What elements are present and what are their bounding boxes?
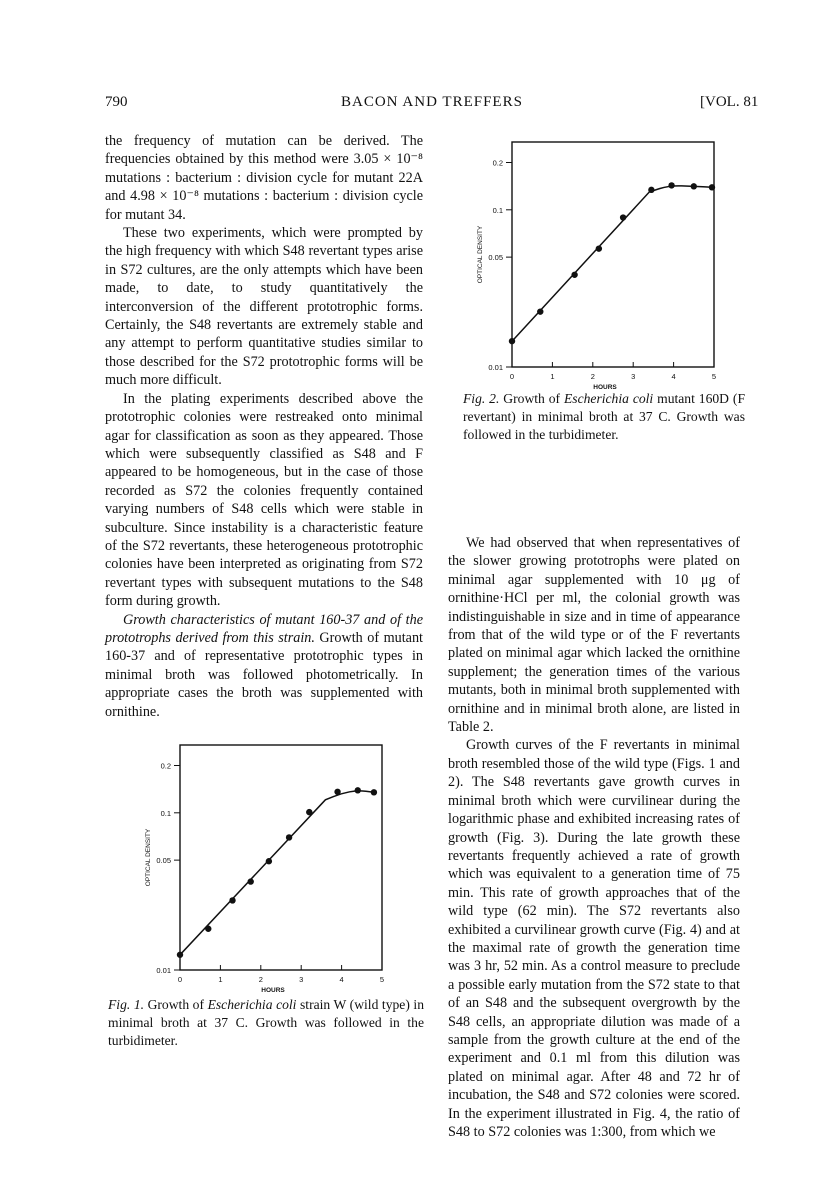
caption-text: mutant 160D (F revertant) in minimal broth at 37 C. Growth was followed in the turbidimeter. <box>463 391 745 442</box>
paragraph <box>105 611 423 721</box>
y-tick-label: 0.1 <box>160 808 171 818</box>
y-tick-label: 0.2 <box>160 761 171 771</box>
data-point <box>248 878 254 884</box>
paragraph: Growth curves of the F revertants in minimal broth resembled those of the wild type (Figs. 1 and 2). The S48 revertants gave growth curves in minimal broth which were curvilinear during the logarithmic phase and exhibited increasing rates of growth (Fig. 3). During the late growth these revertants frequently achieved a rate of growth which was equivalent to a generation time of 75 min. This rate of growth approaches that of the wild type (62 min). The S72 revertants also exhibited a curvilinear growth curve (Fig. 4) and at the maximal rate of growth the generation time was 3 hr, 52 min. As a control measure to preclude a possible early mutation from the S72 state to that of an S48 and the subsequent overgrowth by the S48 cells, an appropriate dilution was made of a sample from the growth culture at the end of the experiment and 0.1 ml from this dilution was plated on minimal agar. After 48 and 72 hr of incubation, the S48 and S72 colonies were scored. In the experiment illustrated in Fig. 4, the ratio of S48 to S72 colonies was 1:300, from which we <box>448 737 740 1140</box>
y-axis-label: OPTICAL DENSITY <box>145 828 152 887</box>
data-point <box>371 789 377 795</box>
y-tick-label: 0.1 <box>492 205 503 215</box>
data-point <box>334 789 340 795</box>
page-number: 790 <box>105 94 128 110</box>
figure-1 <box>120 735 420 995</box>
paragraph: In the plating experiments described above the prototrophic colonies were restreaked onto minimal agar for classification as soon as they appeared. Those which were subsequently classified as S48 and F appeared to be homogeneous, but in the case of those recorded as S72 the colonies frequently contained varying numbers of S48 cells which were stable in subculture. Since instability is a characteristic feature of the S72 revertants, these heterogeneous prototrophic colonies have been interpreted as originating from S72 revertant types with subsequent mutations to the S48 form during growth. <box>105 390 423 610</box>
x-tick-label: 4 <box>671 372 676 381</box>
plot-frame <box>180 745 382 970</box>
y-tick-label: 0.2 <box>492 158 503 168</box>
x-tick-label: 0 <box>177 975 183 984</box>
data-point <box>286 834 292 840</box>
figure-2-label: Fig. 2. <box>463 391 500 406</box>
figure-2-caption <box>463 390 745 444</box>
paragraph-body: Growth of mutant 160-37 and of representative prototrophic types in minimal broth was followed photometrically. In appropriate cases the broth was supplemented with ornithine. <box>105 629 423 720</box>
data-point <box>229 897 235 903</box>
organism-name: Escherichia coli <box>563 391 654 406</box>
section-heading: Growth characteristics of mutant 160-37 and of the prototrophs derived from this strain. <box>105 611 423 646</box>
x-tick-label: 3 <box>631 372 636 381</box>
data-point <box>355 787 361 793</box>
data-point <box>648 187 654 193</box>
caption-text: strain W (wild type) in minimal broth at 37 C. Growth was followed in the turbidimeter. <box>108 997 424 1048</box>
plot-frame <box>512 142 714 367</box>
paragraph: We had observed that when representatives of the slower growing prototrophs were plated on minimal agar supplemented with 10 μg of ornithine·HCl per ml, the colonial growth was indistinguishable in size and in time of appearance from that of the wild type or of the F revertants plated on minimal agar which lacked the ornithine supplement; the generation times of the various mutants, both in minimal broth supplemented with ornithine and in minimal broth alone, are listed in Table 2. <box>448 535 740 736</box>
y-axis-label: OPTICAL DENSITY <box>477 225 484 284</box>
data-point <box>266 858 272 864</box>
x-axis-label: HOURS <box>261 987 285 994</box>
x-tick-label: 5 <box>379 975 385 984</box>
x-tick-label: 5 <box>711 372 717 381</box>
y-tick-label: 0.01 <box>156 966 171 975</box>
data-point <box>306 809 312 815</box>
caption-text: Growth of <box>499 391 564 406</box>
data-point <box>205 926 211 932</box>
figure-2-chart <box>452 132 752 392</box>
data-point <box>509 338 515 344</box>
left-column <box>105 132 423 721</box>
x-tick-label: 2 <box>258 975 263 984</box>
y-tick-label: 0.05 <box>488 253 503 263</box>
figure-1-label: Fig. 1. <box>108 997 145 1012</box>
x-tick-label: 2 <box>590 372 595 381</box>
x-tick-label: 1 <box>218 975 223 984</box>
figure-2 <box>452 132 752 392</box>
growth-curve <box>512 186 712 341</box>
data-point <box>691 183 697 189</box>
data-point <box>571 272 577 278</box>
x-tick-label: 4 <box>339 975 344 984</box>
data-point <box>620 214 626 220</box>
x-tick-label: 0 <box>509 372 515 381</box>
y-tick-label: 0.01 <box>488 363 503 372</box>
right-column <box>448 534 740 1141</box>
figure-1-caption <box>108 996 424 1050</box>
data-point <box>668 182 674 188</box>
volume-label: [VOL. 81 <box>700 94 759 110</box>
data-point <box>537 308 543 314</box>
organism-name: Escherichia coli <box>207 997 297 1012</box>
running-header <box>0 94 816 114</box>
x-axis-label: HOURS <box>593 384 617 391</box>
y-tick-label: 0.05 <box>156 856 171 866</box>
data-point <box>177 952 183 958</box>
data-point <box>596 245 602 251</box>
x-tick-label: 1 <box>550 372 555 381</box>
paragraph: These two experiments, which were prompted by the high frequency with which S48 revertant types arise in S72 cultures, are the only attempts which have been made, to date, to study quantitatively the interconversion of the different prototrophic forms. Certainly, the S48 revertants are extremely stable and any attempt to perform quantitative studies similar to those described for the S72 prototrophic forms will be much more difficult. <box>105 225 423 389</box>
running-title: BACON AND TREFFERS <box>341 94 523 110</box>
caption-text: Growth of <box>144 997 208 1012</box>
paragraph: the frequency of mutation can be derived. The frequencies obtained by this method were 3.05 × 10⁻⁸ mutations : bacterium : division cycle for mutant 22A and 4.98 × 10⁻⁸ mutations : bacterium : division cycle for mutant 34. <box>105 133 423 223</box>
figure-1-chart <box>120 735 420 995</box>
x-tick-label: 3 <box>299 975 304 984</box>
data-point <box>709 184 715 190</box>
